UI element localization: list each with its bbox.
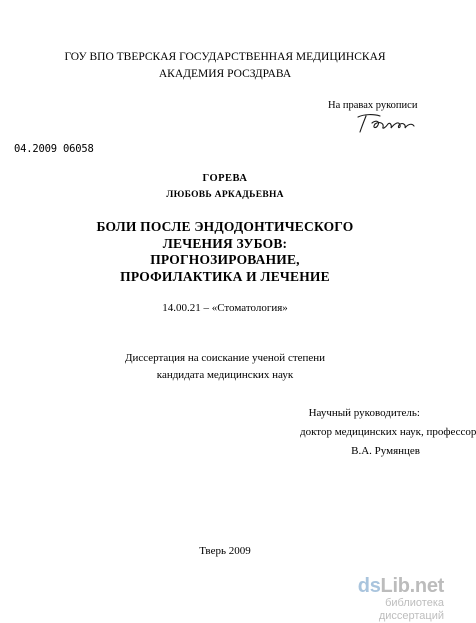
title-line-3: ПРОГНОЗИРОВАНИЕ, [150,252,300,267]
logo-part-net: .net [409,575,444,597]
organization-line-2: АКАДЕМИЯ РОСЗДРАВА [158,68,292,80]
dslib-watermark[interactable] [322,575,444,623]
author-names: ЛЮБОВЬ АРКАДЬЕВНА [166,190,284,200]
title-line-4: ПРОФИЛАКТИКА И ЛЕЧЕНИЕ [120,268,330,284]
dslib-tagline: библиотека диссертаций [378,597,444,622]
supervisor-block [300,404,476,461]
organization-line-1: ГОУ ВПО ТВЕРСКАЯ ГОСУДАРСТВЕННАЯ МЕДИЦИНСКАЯ [64,51,386,63]
degree-line-2: кандидата медицинских наук [156,369,294,381]
supervisor-name: В.А. Румянцев [351,445,420,457]
specialty-code: 14.00.21 – «Стоматология» [162,302,288,314]
supervisor-degree: доктор медицинских наук, профессор [300,426,476,438]
supervisor-label: Научный руководитель: [308,407,420,419]
manuscript-note: На правах рукописи [328,100,418,111]
degree-line-1: Диссертация на соискание ученой степени [124,352,326,364]
author-surname: ГОРЕВА [202,173,248,184]
title-line-1: БОЛИ ПОСЛЕ ЭНДОДОНТИЧЕСКОГО [96,219,354,234]
registration-code: 04.2009 06058 [14,143,94,155]
city-year: Тверь 2009 [199,545,251,557]
logo-part-lib: Lib [380,575,410,597]
handwritten-signature [350,111,420,135]
dslib-logo [322,575,444,597]
logo-part-ds: ds [357,575,381,597]
dissertation-title [0,219,450,285]
organization-heading [0,49,450,83]
dissertation-degree [0,350,450,384]
title-line-2: ЛЕЧЕНИЯ ЗУБОВ: [162,235,288,251]
